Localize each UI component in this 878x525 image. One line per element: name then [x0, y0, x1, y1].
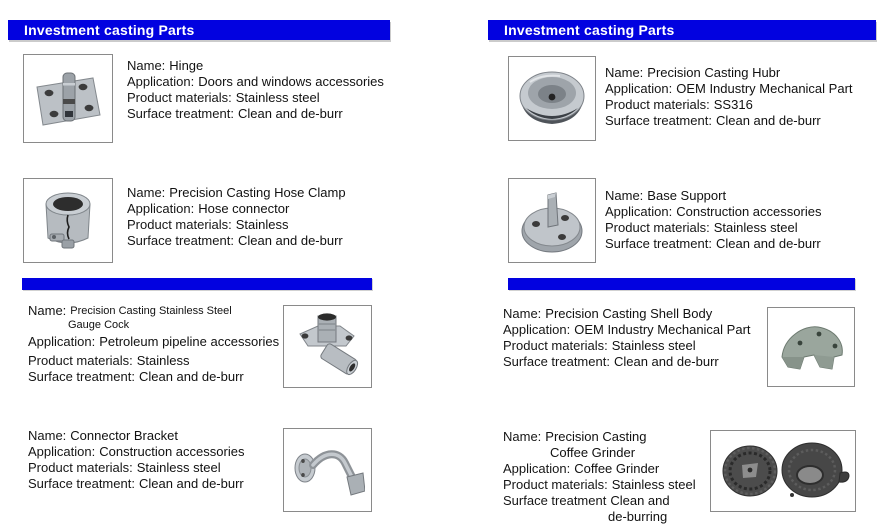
spec-line-materials [605, 220, 821, 236]
surface-label: Surface treatment: [28, 476, 135, 491]
application-label: Application: [605, 204, 673, 219]
materials-value: Stainless [235, 217, 289, 232]
surface-value: Clean and de-burr [715, 113, 821, 128]
name-value-line2: Gauge Cock [68, 319, 130, 331]
product-image-box [283, 428, 372, 512]
left-section-header-title: Investment casting Parts [24, 22, 195, 38]
surface-label: Surface treatment: [127, 106, 234, 121]
application-label: Application: [127, 74, 195, 89]
spec-line-name [605, 65, 853, 81]
name-value-line2: Coffee Grinder [550, 445, 636, 460]
name-label: Name: [127, 185, 166, 200]
left-divider-bar [22, 278, 372, 290]
name-value: Precision Casting Hose Clamp [169, 185, 346, 200]
product-image-box [283, 305, 372, 388]
product-spec [127, 185, 346, 249]
spec-line-name2 [503, 445, 696, 461]
spec-line-name2 [28, 319, 279, 332]
name-label: Name: [28, 303, 67, 318]
spec-line-surface [28, 369, 279, 385]
materials-value: Stainless [136, 353, 190, 368]
surface-value: Clean and de-burr [715, 236, 821, 251]
spec-line-application [503, 322, 751, 338]
coffee-grinder-product-image [716, 437, 850, 505]
materials-label: Product materials: [28, 460, 133, 475]
name-value: Base Support [647, 188, 727, 203]
spec-line-name [127, 58, 384, 74]
materials-label: Product materials: [28, 353, 133, 368]
name-label: Name: [503, 429, 542, 444]
application-value: Petroleum pipeline accessories [99, 334, 280, 349]
name-label: Name: [605, 65, 644, 80]
spec-line-materials [605, 97, 853, 113]
application-value: Doors and windows accessories [198, 74, 384, 89]
right-section-header-title: Investment casting Parts [504, 22, 675, 38]
spec-line-surface [28, 476, 244, 492]
product-spec [28, 303, 279, 385]
surface-value: Clean and de-burr [138, 476, 244, 491]
left-section-header [8, 20, 390, 40]
surface-value-line2: de-burring [608, 509, 668, 524]
application-value: Hose connector [198, 201, 290, 216]
name-value: Hinge [169, 58, 204, 73]
spec-line-surface [503, 354, 751, 370]
base-support-product-image [517, 187, 587, 255]
right-divider-bar [508, 278, 855, 290]
materials-label: Product materials: [127, 90, 232, 105]
product-spec [28, 428, 244, 492]
product-image-box [508, 178, 596, 263]
spec-line-application [28, 334, 279, 350]
spec-line-surface [503, 493, 696, 509]
materials-value: SS316 [713, 97, 753, 112]
surface-value: Clean and de-burr [613, 354, 719, 369]
application-label: Application: [605, 81, 673, 96]
spec-line-materials [127, 217, 346, 233]
materials-value: Stainless steel [611, 477, 696, 492]
materials-label: Product materials: [503, 477, 608, 492]
spec-line-name [605, 188, 821, 204]
spec-line-application [605, 81, 853, 97]
product-image-box [23, 178, 113, 263]
materials-value: Stainless steel [136, 460, 221, 475]
spec-line-materials [503, 477, 696, 493]
application-label: Application: [28, 444, 96, 459]
product-image-box [710, 430, 856, 512]
spec-line-application [605, 204, 821, 220]
name-value: Precision Casting [545, 429, 647, 444]
materials-value: Stainless steel [611, 338, 696, 353]
application-value: OEM Industry Mechanical Part [574, 322, 751, 337]
product-spec [127, 58, 384, 122]
spec-line-name [127, 185, 346, 201]
application-label: Application: [503, 322, 571, 337]
spec-line-materials [28, 460, 244, 476]
application-label: Application: [503, 461, 571, 476]
spec-line-application [127, 201, 346, 217]
connector-bracket-product-image [291, 441, 365, 499]
right-section-header [488, 20, 876, 40]
surface-label: Surface treatment: [28, 369, 135, 384]
product-spec [503, 429, 696, 525]
spec-line-surface [605, 236, 821, 252]
gauge-cock-product-image [292, 312, 364, 382]
application-value: OEM Industry Mechanical Part [676, 81, 853, 96]
surface-value: Clean and de-burr [237, 106, 343, 121]
spec-line-application [28, 444, 244, 460]
materials-label: Product materials: [503, 338, 608, 353]
surface-value: Clean and [610, 493, 670, 508]
spec-line-name [503, 429, 696, 445]
surface-label: Surface treatment [503, 493, 607, 508]
materials-value: Stainless steel [713, 220, 798, 235]
materials-label: Product materials: [605, 220, 710, 235]
application-label: Application: [28, 334, 96, 349]
shell-body-product-image [774, 317, 848, 377]
name-label: Name: [127, 58, 166, 73]
materials-label: Product materials: [127, 217, 232, 232]
product-image-box [23, 54, 113, 143]
product-image-box [767, 307, 855, 387]
product-spec [605, 65, 853, 129]
application-label: Application: [127, 201, 195, 216]
materials-value: Stainless steel [235, 90, 320, 105]
name-label: Name: [503, 306, 542, 321]
spec-line-materials [28, 353, 279, 369]
name-label: Name: [28, 428, 67, 443]
name-value: Precision Casting Shell Body [545, 306, 713, 321]
spec-line-surface [605, 113, 853, 129]
spec-line-application [127, 74, 384, 90]
spec-line-name [28, 303, 279, 319]
surface-label: Surface treatment: [605, 113, 712, 128]
spec-line-surface2 [503, 509, 696, 525]
spec-line-surface [127, 106, 384, 122]
spec-line-surface [127, 233, 346, 249]
surface-value: Clean and de-burr [237, 233, 343, 248]
application-value: Construction accessories [676, 204, 822, 219]
surface-label: Surface treatment: [503, 354, 610, 369]
casting-hub-product-image [516, 66, 588, 132]
materials-label: Product materials: [605, 97, 710, 112]
surface-label: Surface treatment: [605, 236, 712, 251]
spec-line-materials [127, 90, 384, 106]
name-value: Precision Casting Stainless Steel [70, 305, 232, 317]
name-value: Precision Casting Hubr [647, 65, 781, 80]
name-label: Name: [605, 188, 644, 203]
hose-clamp-product-image [36, 186, 100, 256]
product-spec [605, 188, 821, 252]
surface-label: Surface treatment: [127, 233, 234, 248]
spec-line-materials [503, 338, 751, 354]
application-value: Construction accessories [99, 444, 245, 459]
name-value: Connector Bracket [70, 428, 178, 443]
application-value: Coffee Grinder [574, 461, 660, 476]
spec-line-name [28, 428, 244, 444]
product-spec [503, 306, 751, 370]
product-image-box [508, 56, 596, 141]
spec-line-application [503, 461, 696, 477]
surface-value: Clean and de-burr [138, 369, 244, 384]
hinge-product-image [30, 63, 106, 135]
spec-line-name [503, 306, 751, 322]
